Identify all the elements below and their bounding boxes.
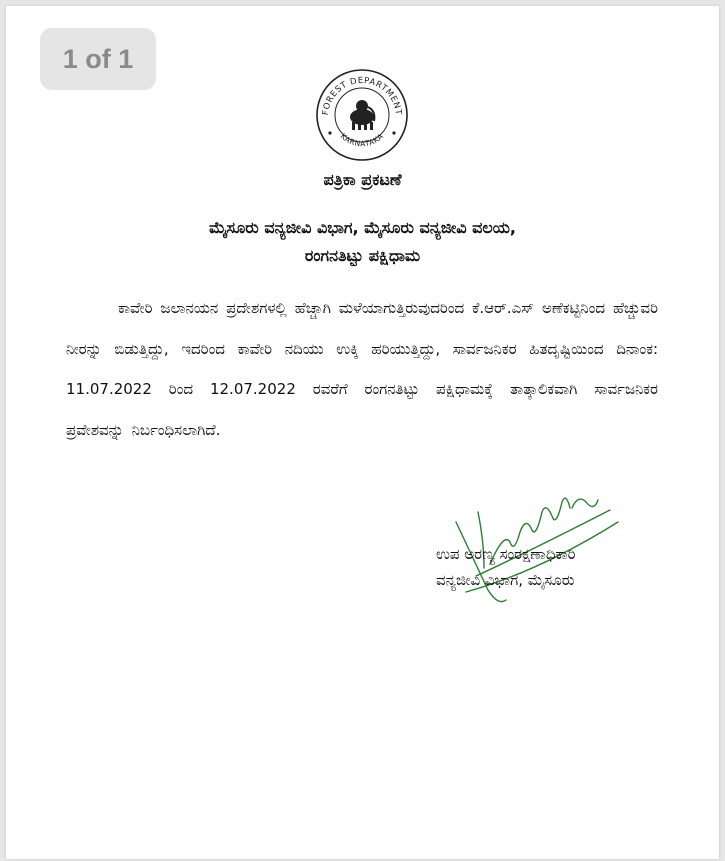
page-indicator: 1 of 1 bbox=[40, 28, 156, 90]
signatory-designation: ಉಪ ಅರಣ್ಯ ಸಂರಕ್ಷಣಾಧಿಕಾರಿ bbox=[436, 545, 576, 563]
document-subtitle-line2: ರಂಗನತಿಟ್ಟು ಪಕ್ಷಿಧಾಮ bbox=[304, 246, 421, 265]
handwritten-signature bbox=[448, 472, 628, 612]
document-title: ಪತ್ರಿಕಾ ಪ್ರಕಟಣೆ bbox=[323, 170, 402, 189]
signatory-office: ವನ್ಯಜೀವಿ ವಿಭಾಗ, ಮೈಸೂರು bbox=[436, 571, 575, 589]
press-release-body: ಕಾವೇರಿ ಜಲಾನಯನ ಪ್ರದೇಶಗಳಲ್ಲಿ ಹೆಚ್ಚಾಗಿ ಮಳೆಯಾಗುತ್ತಿರುವುದರಿಂದ ಕೆ.ಆರ್.ಎಸ್ ಅಣೆಕಟ್ಟಿನಿಂದ ಹೆಚ್ಚುವರಿ ನೀರನ್ನು ಬಿಡುತ್ತಿದ್ದು, ಇದರಿಂದ ಕಾವೇರಿ ನದಿಯು ಉಕ್ಕಿ ಹರಿಯುತ್ತಿದ್ದು, ಸಾರ್ವಜನಿಕರ ಹಿತದೃಷ್ಟಿಯಿಂದ ದಿನಾಂಕ: 11.07.2022 ರಿಂದ 12.07.2022 ರವರೆಗೆ ರಂಗನತಿಟ್ಟು ಪಕ್ಷಿಧಾಮಕ್ಕೆ ತಾತ್ಕಾಲಿಕವಾಗಿ ಸಾರ್ವಜನಿಕರ ಪ್ರವೇಶವನ್ನು ನಿರ್ಬಂಧಿಸಲಾಗಿದೆ. bbox=[66, 299, 658, 439]
forest-department-seal bbox=[314, 67, 410, 163]
seal-text-bottom: KARNATAKA bbox=[338, 131, 386, 149]
document-subtitle-line1: ಮೈಸೂರು ವನ್ಯಜೀವಿ ವಿಭಾಗ, ಮೈಸೂರು ವನ್ಯಜೀವಿ ವಲಯ, bbox=[208, 218, 516, 237]
elephant-emblem-icon bbox=[350, 100, 374, 130]
seal-text-top: FOREST DEPARTMENT bbox=[320, 75, 404, 116]
svg-text:KARNATAKA bbox=[339, 131, 386, 148]
